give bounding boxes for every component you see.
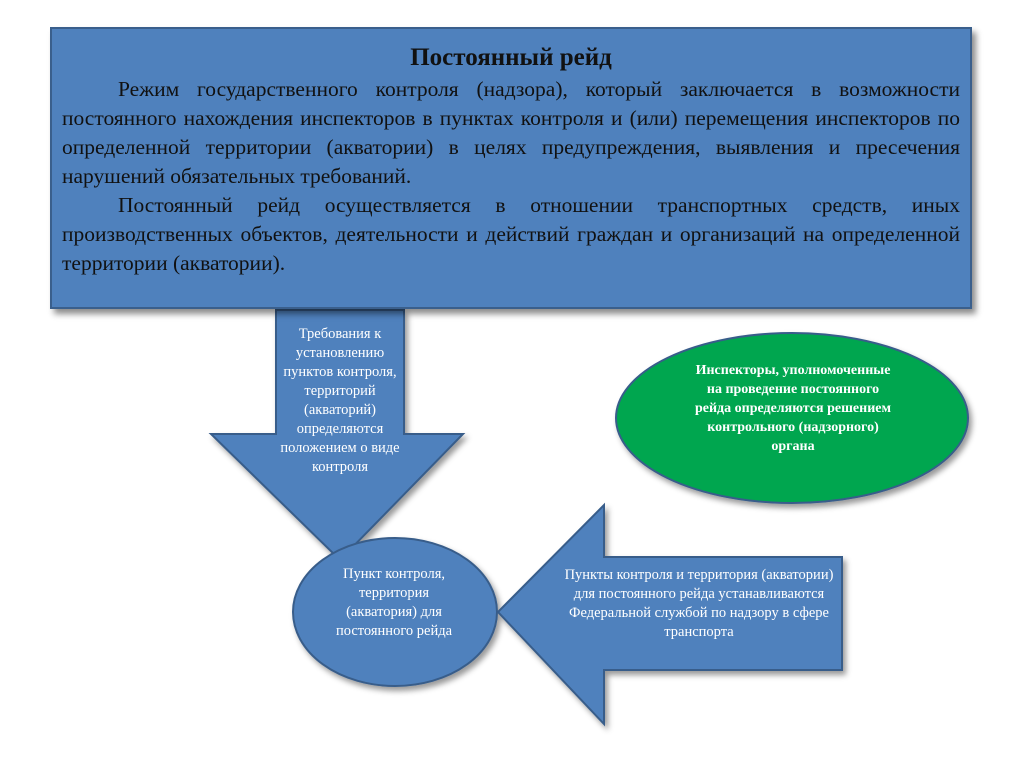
green-oval-text: Инспекторы, уполномоченные на проведение постоянного рейда определяются решением контрольного (надзорного) органа: [694, 363, 892, 454]
definition-paragraph: Режим государственного контроля (надзора), который заключается в возможности постоянного нахождения инспекторов в пунктах контроля и (или) перемещения инспекторов по определенной территории (акватории) в целях предупреждения, выявления и пресечения нарушений обязательных требований.: [62, 77, 960, 188]
scope-paragraph: Постоянный рейд осуществляется в отношении транспортных средств, иных производственных объектов, деятельности и действий граждан и организаций на определенной территории (акватории).: [62, 193, 960, 275]
blue-oval-text: Пункт контроля, территория (акватория) для постоянного рейда: [335, 566, 453, 639]
left-arrow-text: Пункты контроля и территория (акватории) для постоянного рейда устанавливаются Федеральной службой по надзору в сфере транспорта: [564, 567, 834, 640]
down-arrow-text: Требования к установлению пунктов контроля, территорий (акваторий) определяются положением о виде контроля: [280, 326, 400, 475]
main-definition-box: [50, 27, 972, 309]
main-title: Постоянный рейд: [410, 44, 612, 71]
